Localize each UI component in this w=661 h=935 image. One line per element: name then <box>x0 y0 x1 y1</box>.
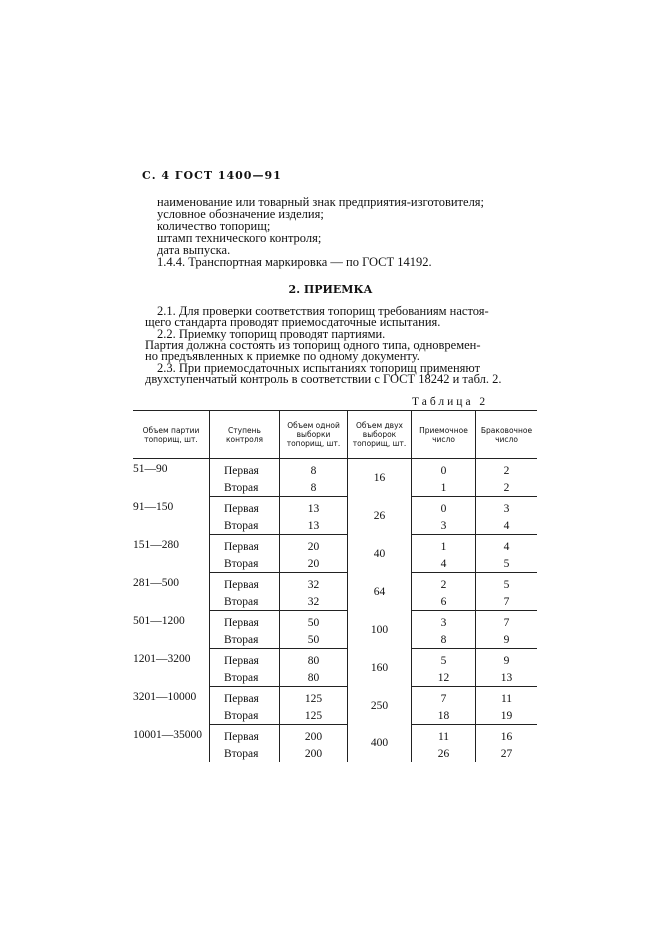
table-row <box>133 535 537 556</box>
paragraph-line: 2.1. Для проверки соответствия топорищ требованиям настоя- <box>157 304 489 318</box>
one-sample-size: 32 <box>280 573 348 594</box>
one-sample-size: 13 <box>280 497 348 518</box>
section-title: 2. ПРИЕМКА <box>288 283 373 296</box>
table-row <box>133 725 537 746</box>
lot-size: 51—90 <box>133 463 168 475</box>
one-sample-size: 8 <box>280 459 348 480</box>
table-row <box>133 649 537 670</box>
one-sample-size: 8 <box>280 479 348 497</box>
lot-size: 281—500 <box>133 576 179 589</box>
acceptance-number: 18 <box>412 707 476 725</box>
control-stage: Вторая <box>210 745 280 762</box>
one-sample-size: 125 <box>280 707 348 725</box>
two-sample-size: 16 <box>348 459 412 497</box>
acceptance-number: 0 <box>412 497 476 518</box>
acceptance-number: 3 <box>412 517 476 535</box>
two-sample-size: 100 <box>348 611 412 649</box>
one-sample-size: 32 <box>280 593 348 611</box>
two-sample-size: 64 <box>348 573 412 611</box>
table-header: Объем партии топорищ, шт. <box>133 411 210 459</box>
control-stage: Первая <box>210 535 280 556</box>
paragraph-line: двухступенчатый контроль в соответствии с ГОСТ 18242 и табл. 2. <box>145 371 502 386</box>
one-sample-size: 80 <box>280 649 348 670</box>
acceptance-number: 1 <box>412 535 476 556</box>
acceptance-number: 11 <box>412 725 476 746</box>
rejection-number: 2 <box>476 479 538 497</box>
text-line: наименование или товарный знак предприятия-изготовителя; <box>157 195 485 209</box>
table-header: Ступень контроля <box>210 411 280 459</box>
lot-size: 151—280 <box>133 538 179 551</box>
rejection-number: 3 <box>476 497 538 518</box>
lot-size: 501—1200 <box>133 614 185 627</box>
acceptance-table <box>133 410 537 762</box>
text-line: количество топорищ; <box>157 219 271 233</box>
text-line: дата выпуска. <box>157 243 231 257</box>
rejection-number: 4 <box>476 535 538 556</box>
rejection-number: 11 <box>476 687 538 708</box>
table-header: Объем двух выборок топорищ, шт. <box>348 411 412 459</box>
text-line: 1.4.4. Транспортная маркировка — по ГОСТ 14192. <box>157 255 432 269</box>
control-stage: Первая <box>210 687 280 708</box>
paragraph-line: щего стандарта проводят приемосдаточные испытания. <box>145 315 441 330</box>
control-stage: Вторая <box>210 707 280 725</box>
acceptance-number: 0 <box>412 459 476 480</box>
two-sample-size: 40 <box>348 535 412 573</box>
one-sample-size: 50 <box>280 631 348 649</box>
acceptance-number: 2 <box>412 573 476 594</box>
one-sample-size: 13 <box>280 517 348 535</box>
control-stage: Первая <box>210 725 280 746</box>
text-line: условное обозначение изделия; <box>157 207 324 221</box>
rejection-number: 13 <box>476 669 538 687</box>
one-sample-size: 200 <box>280 745 348 762</box>
one-sample-size: 20 <box>280 535 348 556</box>
paragraph-line: но предъявленных к приемке по одному документу. <box>145 349 420 364</box>
lot-size: 91—150 <box>133 500 174 513</box>
table-row <box>133 497 537 518</box>
rejection-number: 5 <box>476 573 538 594</box>
acceptance-number: 6 <box>412 593 476 611</box>
one-sample-size: 80 <box>280 669 348 687</box>
two-sample-size: 160 <box>348 649 412 687</box>
acceptance-number: 7 <box>412 687 476 708</box>
rejection-number: 2 <box>476 459 538 480</box>
control-stage: Вторая <box>210 631 280 649</box>
acceptance-number: 5 <box>412 649 476 670</box>
rejection-number: 7 <box>476 611 538 632</box>
table-header: Объем одной выборки топорищ, шт. <box>280 411 348 459</box>
rejection-number: 9 <box>476 649 538 670</box>
paragraph-line: 2.3. При приемосдаточных испытаниях топорищ применяют <box>157 360 481 375</box>
control-stage: Вторая <box>210 669 280 687</box>
two-sample-size: 400 <box>348 725 412 763</box>
rejection-number: 7 <box>476 593 538 611</box>
acceptance-number: 8 <box>412 631 476 649</box>
rejection-number: 9 <box>476 631 538 649</box>
lot-size: 3201—10000 <box>133 690 197 703</box>
control-stage: Вторая <box>210 555 280 573</box>
lot-size: 10001—35000 <box>133 728 202 741</box>
paragraph-line: Партия должна состоять из топорищ одного типа, одновремен- <box>145 337 481 352</box>
text-line: штамп технического контроля; <box>157 231 322 245</box>
rejection-number: 27 <box>476 745 538 762</box>
control-stage: Первая <box>210 611 280 632</box>
one-sample-size: 50 <box>280 611 348 632</box>
rejection-number: 4 <box>476 517 538 535</box>
table-row <box>133 459 537 480</box>
one-sample-size: 20 <box>280 555 348 573</box>
rejection-number: 5 <box>476 555 538 573</box>
one-sample-size: 200 <box>280 725 348 746</box>
table-caption: Таблица 2 <box>412 396 489 408</box>
rejection-number: 16 <box>476 725 538 746</box>
control-stage: Вторая <box>210 593 280 611</box>
control-stage: Первая <box>210 459 280 480</box>
rejection-number: 19 <box>476 707 538 725</box>
table-header: Приемочное число <box>412 411 476 459</box>
table-header: Браковочное число <box>476 411 538 459</box>
acceptance-number: 26 <box>412 745 476 762</box>
control-stage: Первая <box>210 649 280 670</box>
control-stage: Первая <box>210 497 280 518</box>
control-stage: Вторая <box>210 479 280 497</box>
acceptance-number: 12 <box>412 669 476 687</box>
acceptance-number: 4 <box>412 555 476 573</box>
table-row <box>133 573 537 594</box>
control-stage: Первая <box>210 573 280 594</box>
two-sample-size: 26 <box>348 497 412 535</box>
table-row <box>133 611 537 632</box>
table-row <box>133 687 537 708</box>
one-sample-size: 125 <box>280 687 348 708</box>
two-sample-size: 250 <box>348 687 412 725</box>
lot-size: 1201—3200 <box>133 652 191 665</box>
acceptance-number: 1 <box>412 479 476 497</box>
acceptance-number: 3 <box>412 611 476 632</box>
control-stage: Вторая <box>210 517 280 535</box>
paragraph-line: 2.2. Приемку топорищ проводят партиями. <box>157 326 386 341</box>
page-header: С. 4 ГОСТ 1400—91 <box>142 169 282 182</box>
